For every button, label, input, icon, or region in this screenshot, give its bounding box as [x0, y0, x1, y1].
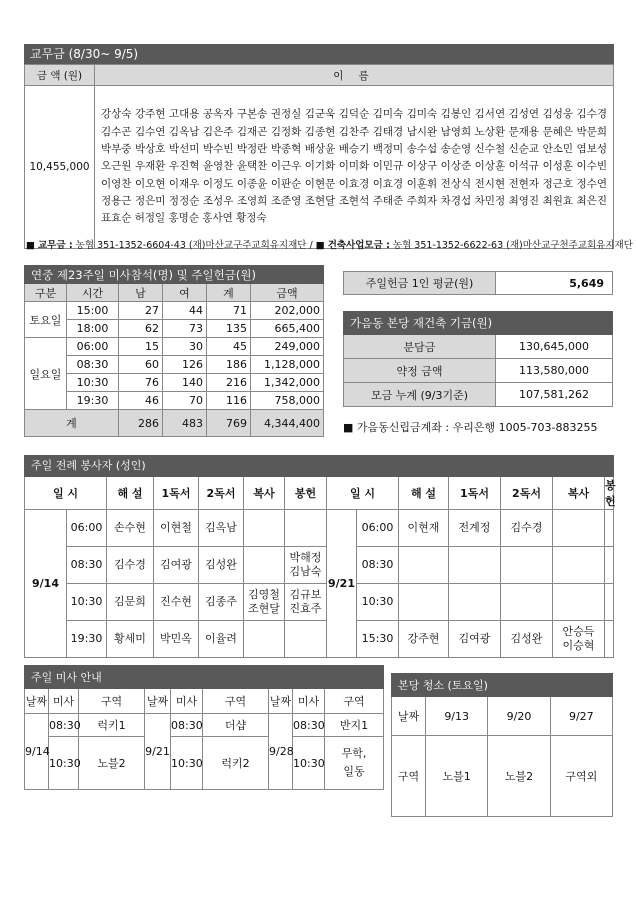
fund-label: 모금 누계 (9/3기준): [344, 383, 496, 407]
att-female: 126: [163, 356, 207, 374]
server-time: 19:30: [67, 621, 107, 658]
total-female: 483: [163, 410, 207, 437]
att-amount: 1,342,000: [251, 374, 324, 392]
building-fund-table: [343, 311, 613, 407]
server-name: 강주현: [399, 621, 449, 658]
att-female: 70: [163, 392, 207, 410]
att-amount: 202,000: [251, 302, 324, 320]
table-row: [25, 584, 614, 621]
server-name: 황세미: [107, 621, 154, 658]
bank-account: [343, 419, 598, 435]
server-name: [244, 621, 285, 658]
total-male: 286: [119, 410, 163, 437]
mass-header: 구역: [325, 689, 384, 714]
server-name: 김수경: [107, 547, 154, 584]
account-info: [26, 237, 633, 251]
server-name: [605, 621, 614, 658]
cleaning-area: 노블1: [426, 736, 488, 817]
sv-header: 1독서: [449, 477, 501, 510]
server-name: [244, 510, 285, 547]
att-amount: 249,000: [251, 338, 324, 356]
mass-time: 08:30: [293, 714, 325, 737]
fund-label: 약정 금액: [344, 359, 496, 383]
att-header: 구분: [25, 284, 67, 302]
mass-header: 날짜: [145, 689, 171, 714]
att-total: 116: [207, 392, 251, 410]
server-name: 김옥남: [199, 510, 244, 547]
sv-header: 2독서: [501, 477, 553, 510]
att-female: 44: [163, 302, 207, 320]
sv-header: 해 설: [399, 477, 449, 510]
fund-value: 113,580,000: [496, 359, 613, 383]
mass-area: 럭키1: [79, 714, 145, 737]
total-row: [25, 410, 324, 437]
att-total: 216: [207, 374, 251, 392]
mass-header: 구역: [79, 689, 145, 714]
mass-area: 더샵: [203, 714, 269, 737]
server-name: [399, 547, 449, 584]
account-text-2: 농협 351-1352-6622-63 (재)마산교구천주교회유지재단: [389, 240, 633, 251]
att-male: 15: [119, 338, 163, 356]
building-title: 가음동 본당 재건축 기금(원): [344, 312, 613, 335]
server-name: 손수현: [107, 510, 154, 547]
account-label-2: 건축사업모금 :: [327, 240, 390, 251]
server-name: 안승득 이승혁: [553, 621, 605, 658]
table-row: [344, 335, 613, 359]
server-name: 김성완: [501, 621, 553, 658]
server-name: 전계정: [449, 510, 501, 547]
server-name: 김영철 조현달: [244, 584, 285, 621]
sun-label: 일요일: [25, 338, 67, 410]
att-male: 60: [119, 356, 163, 374]
mass-time: 08:30: [171, 714, 203, 737]
fund-value: 130,645,000: [496, 335, 613, 359]
server-name: 이율려: [199, 621, 244, 658]
server-time: 08:30: [357, 547, 399, 584]
att-amount: 758,000: [251, 392, 324, 410]
sv-header: 복사: [553, 477, 605, 510]
sv-header: 봉헌: [285, 477, 327, 510]
server-name: [285, 510, 327, 547]
mass-date: 9/14: [25, 714, 49, 790]
mass-area: 럭키2: [203, 737, 269, 790]
mass-date: 9/28: [269, 714, 293, 790]
fund-value: 107,581,262: [496, 383, 613, 407]
table-row: [392, 697, 613, 736]
att-amount: 1,128,000: [251, 356, 324, 374]
att-total: 45: [207, 338, 251, 356]
server-time: 10:30: [67, 584, 107, 621]
server-name: [501, 584, 553, 621]
server-name: 김수경: [501, 510, 553, 547]
att-time: 18:00: [67, 320, 119, 338]
cleaning-date: 9/20: [488, 697, 550, 736]
cleaning-area: 노블2: [488, 736, 550, 817]
att-total: 186: [207, 356, 251, 374]
server-name: 김여광: [154, 547, 199, 584]
average-value: 5,649: [496, 272, 613, 295]
server-time: 15:30: [357, 621, 399, 658]
att-time: 08:30: [67, 356, 119, 374]
account-label-1: 교무금 :: [38, 240, 73, 251]
server-name: 이현재: [399, 510, 449, 547]
att-header: 남: [119, 284, 163, 302]
sv-header: 일 시: [327, 477, 399, 510]
server-name: [449, 584, 501, 621]
mass-table: [24, 665, 384, 790]
offering-section: [24, 44, 614, 249]
server-time: 06:00: [67, 510, 107, 547]
table-row: [344, 359, 613, 383]
att-header: 여: [163, 284, 207, 302]
server-name: 박해정 김남숙: [285, 547, 327, 584]
average-label: 주일헌금 1인 평균(원): [344, 272, 496, 295]
table-row: [25, 547, 614, 584]
server-date: 9/14: [25, 510, 67, 658]
cleaning-header: 날짜: [392, 697, 426, 736]
col-names-header: 이 름: [95, 65, 614, 86]
mass-time: 08:30: [49, 714, 79, 737]
mass-header: 미사: [293, 689, 325, 714]
att-female: 30: [163, 338, 207, 356]
table-row: [25, 356, 324, 374]
table-row: [25, 621, 614, 658]
att-female: 73: [163, 320, 207, 338]
att-time: 19:30: [67, 392, 119, 410]
att-male: 27: [119, 302, 163, 320]
mass-date: 9/21: [145, 714, 171, 790]
cleaning-title: 본당 청소 (토요일): [392, 674, 613, 697]
square-bullet-icon: ■: [343, 421, 357, 434]
table-row: [25, 320, 324, 338]
total-amount: 4,344,400: [251, 410, 324, 437]
cleaning-header: 구역: [392, 736, 426, 817]
mass-header: 미사: [171, 689, 203, 714]
server-name: [399, 584, 449, 621]
att-time: 15:00: [67, 302, 119, 320]
mass-time: 10:30: [171, 737, 203, 790]
server-name: 김종주: [199, 584, 244, 621]
bank-account-text: 가음동신립금계좌 : 우리은행 1005-703-883255: [356, 421, 598, 434]
server-name: 이현철: [154, 510, 199, 547]
mass-area: 반지1: [325, 714, 384, 737]
servers-body: [25, 510, 614, 658]
att-header: 계: [207, 284, 251, 302]
sv-header: 2독서: [199, 477, 244, 510]
mass-time: 10:30: [49, 737, 79, 790]
servers-table: [24, 455, 614, 658]
cleaning-date: 9/13: [426, 697, 488, 736]
att-total: 135: [207, 320, 251, 338]
sv-header: 봉헌: [605, 477, 614, 510]
server-time: 08:30: [67, 547, 107, 584]
table-row: [392, 736, 613, 817]
table-row: [25, 714, 384, 737]
account-text-1: 농협 351-1352-6604-43 (재)마산교구주교회유지재단 /: [72, 240, 316, 251]
cleaning-table: [391, 673, 613, 817]
att-header: 시간: [67, 284, 119, 302]
total-label: 계: [25, 410, 119, 437]
table-row: [25, 338, 324, 356]
sv-header: 복사: [244, 477, 285, 510]
mass-area: 무학, 일동: [325, 737, 384, 790]
att-amount: 665,400: [251, 320, 324, 338]
server-name: [553, 547, 605, 584]
servers-title: 주일 전례 봉사자 (성인): [25, 456, 614, 477]
mass-header: 구역: [203, 689, 269, 714]
server-name: 김여광: [449, 621, 501, 658]
square-bullet-icon: ■: [315, 240, 328, 251]
mass-area: 노블2: [79, 737, 145, 790]
server-name: 김성완: [199, 547, 244, 584]
server-name: 김규보 진효주: [285, 584, 327, 621]
att-header: 금액: [251, 284, 324, 302]
server-name: [605, 584, 614, 621]
sv-header: 해 설: [107, 477, 154, 510]
sv-header: 1독서: [154, 477, 199, 510]
server-name: [553, 584, 605, 621]
col-amount-header: 금 액 (원): [25, 65, 95, 86]
server-name: [449, 547, 501, 584]
server-name: [553, 510, 605, 547]
server-name: [605, 510, 614, 547]
offering-names: 강상숙 강주현 고대용 공옥자 구본송 권정실 김군욱 김덕순 김미숙 김미숙 김봉인 김서연 김성연 김성웅 김수경 김수곤 김수연 김옥남 김은주 김재곤 김정화 김종현 김찬주 김태경 남시완 남영희 노상환 문재용 문혜은 박문희 박부중 박상호 박선미 박수빈 박정란 박종혁 배상윤 배승기 백정미 송수섭 송순영 신수철 신순교 안소민 염보성 오근원 우재환 우진혁 윤영찬 윤택찬 이근우 이기화 이미화 이민규 이상구 이상준 이상훈 이석규 이성훈 이수빈 이영찬 이오현 이재우 이정도 이종윤 이판순 이현문 이효경 이효경 이훈휘 전상식 전시현 전현자 정근호 정수연 정용근 정은미 정정순 조성우 조영희 조준영 조현달 조현석 주태준 주희자 차경섭 차민정 최영진 최원효 최은진 표효순 허정일 홍명순 홍사연 황정숙: [95, 86, 614, 249]
fund-label: 분담금: [344, 335, 496, 359]
offering-table: [24, 64, 614, 249]
attendance-title: 연중 제23주일 미사참석(명) 및 주일헌금(원): [25, 266, 324, 284]
server-time: 10:30: [357, 584, 399, 621]
sat-label: 토요일: [25, 302, 67, 338]
mass-title: 주일 미사 안내: [25, 666, 384, 689]
att-male: 46: [119, 392, 163, 410]
server-name: 김문희: [107, 584, 154, 621]
table-row: [25, 302, 324, 320]
mass-time: 10:30: [293, 737, 325, 790]
offering-title: 교무금 (8/30~ 9/5): [24, 44, 614, 64]
mass-header: 날짜: [25, 689, 49, 714]
att-time: 06:00: [67, 338, 119, 356]
server-name: 진수현: [154, 584, 199, 621]
cleaning-date: 9/27: [550, 697, 612, 736]
attendance-table: [24, 265, 324, 437]
att-male: 62: [119, 320, 163, 338]
server-name: [501, 547, 553, 584]
server-time: 06:00: [357, 510, 399, 547]
offering-amount: 10,455,000: [25, 86, 95, 249]
total-total: 769: [207, 410, 251, 437]
server-date: 9/21: [327, 510, 357, 658]
att-total: 71: [207, 302, 251, 320]
table-row: [25, 374, 324, 392]
server-name: [605, 547, 614, 584]
mass-header: 날짜: [269, 689, 293, 714]
att-time: 10:30: [67, 374, 119, 392]
server-name: [285, 621, 327, 658]
cleaning-area: 구역외: [550, 736, 612, 817]
table-row: [25, 737, 384, 790]
sv-header: 일 시: [25, 477, 107, 510]
average-table: [343, 271, 613, 295]
square-bullet-icon: ■: [26, 240, 38, 251]
table-row: [25, 510, 614, 547]
server-name: [244, 547, 285, 584]
att-male: 76: [119, 374, 163, 392]
table-row: [344, 383, 613, 407]
server-name: 박민옥: [154, 621, 199, 658]
att-female: 140: [163, 374, 207, 392]
mass-header: 미사: [49, 689, 79, 714]
table-row: [25, 392, 324, 410]
